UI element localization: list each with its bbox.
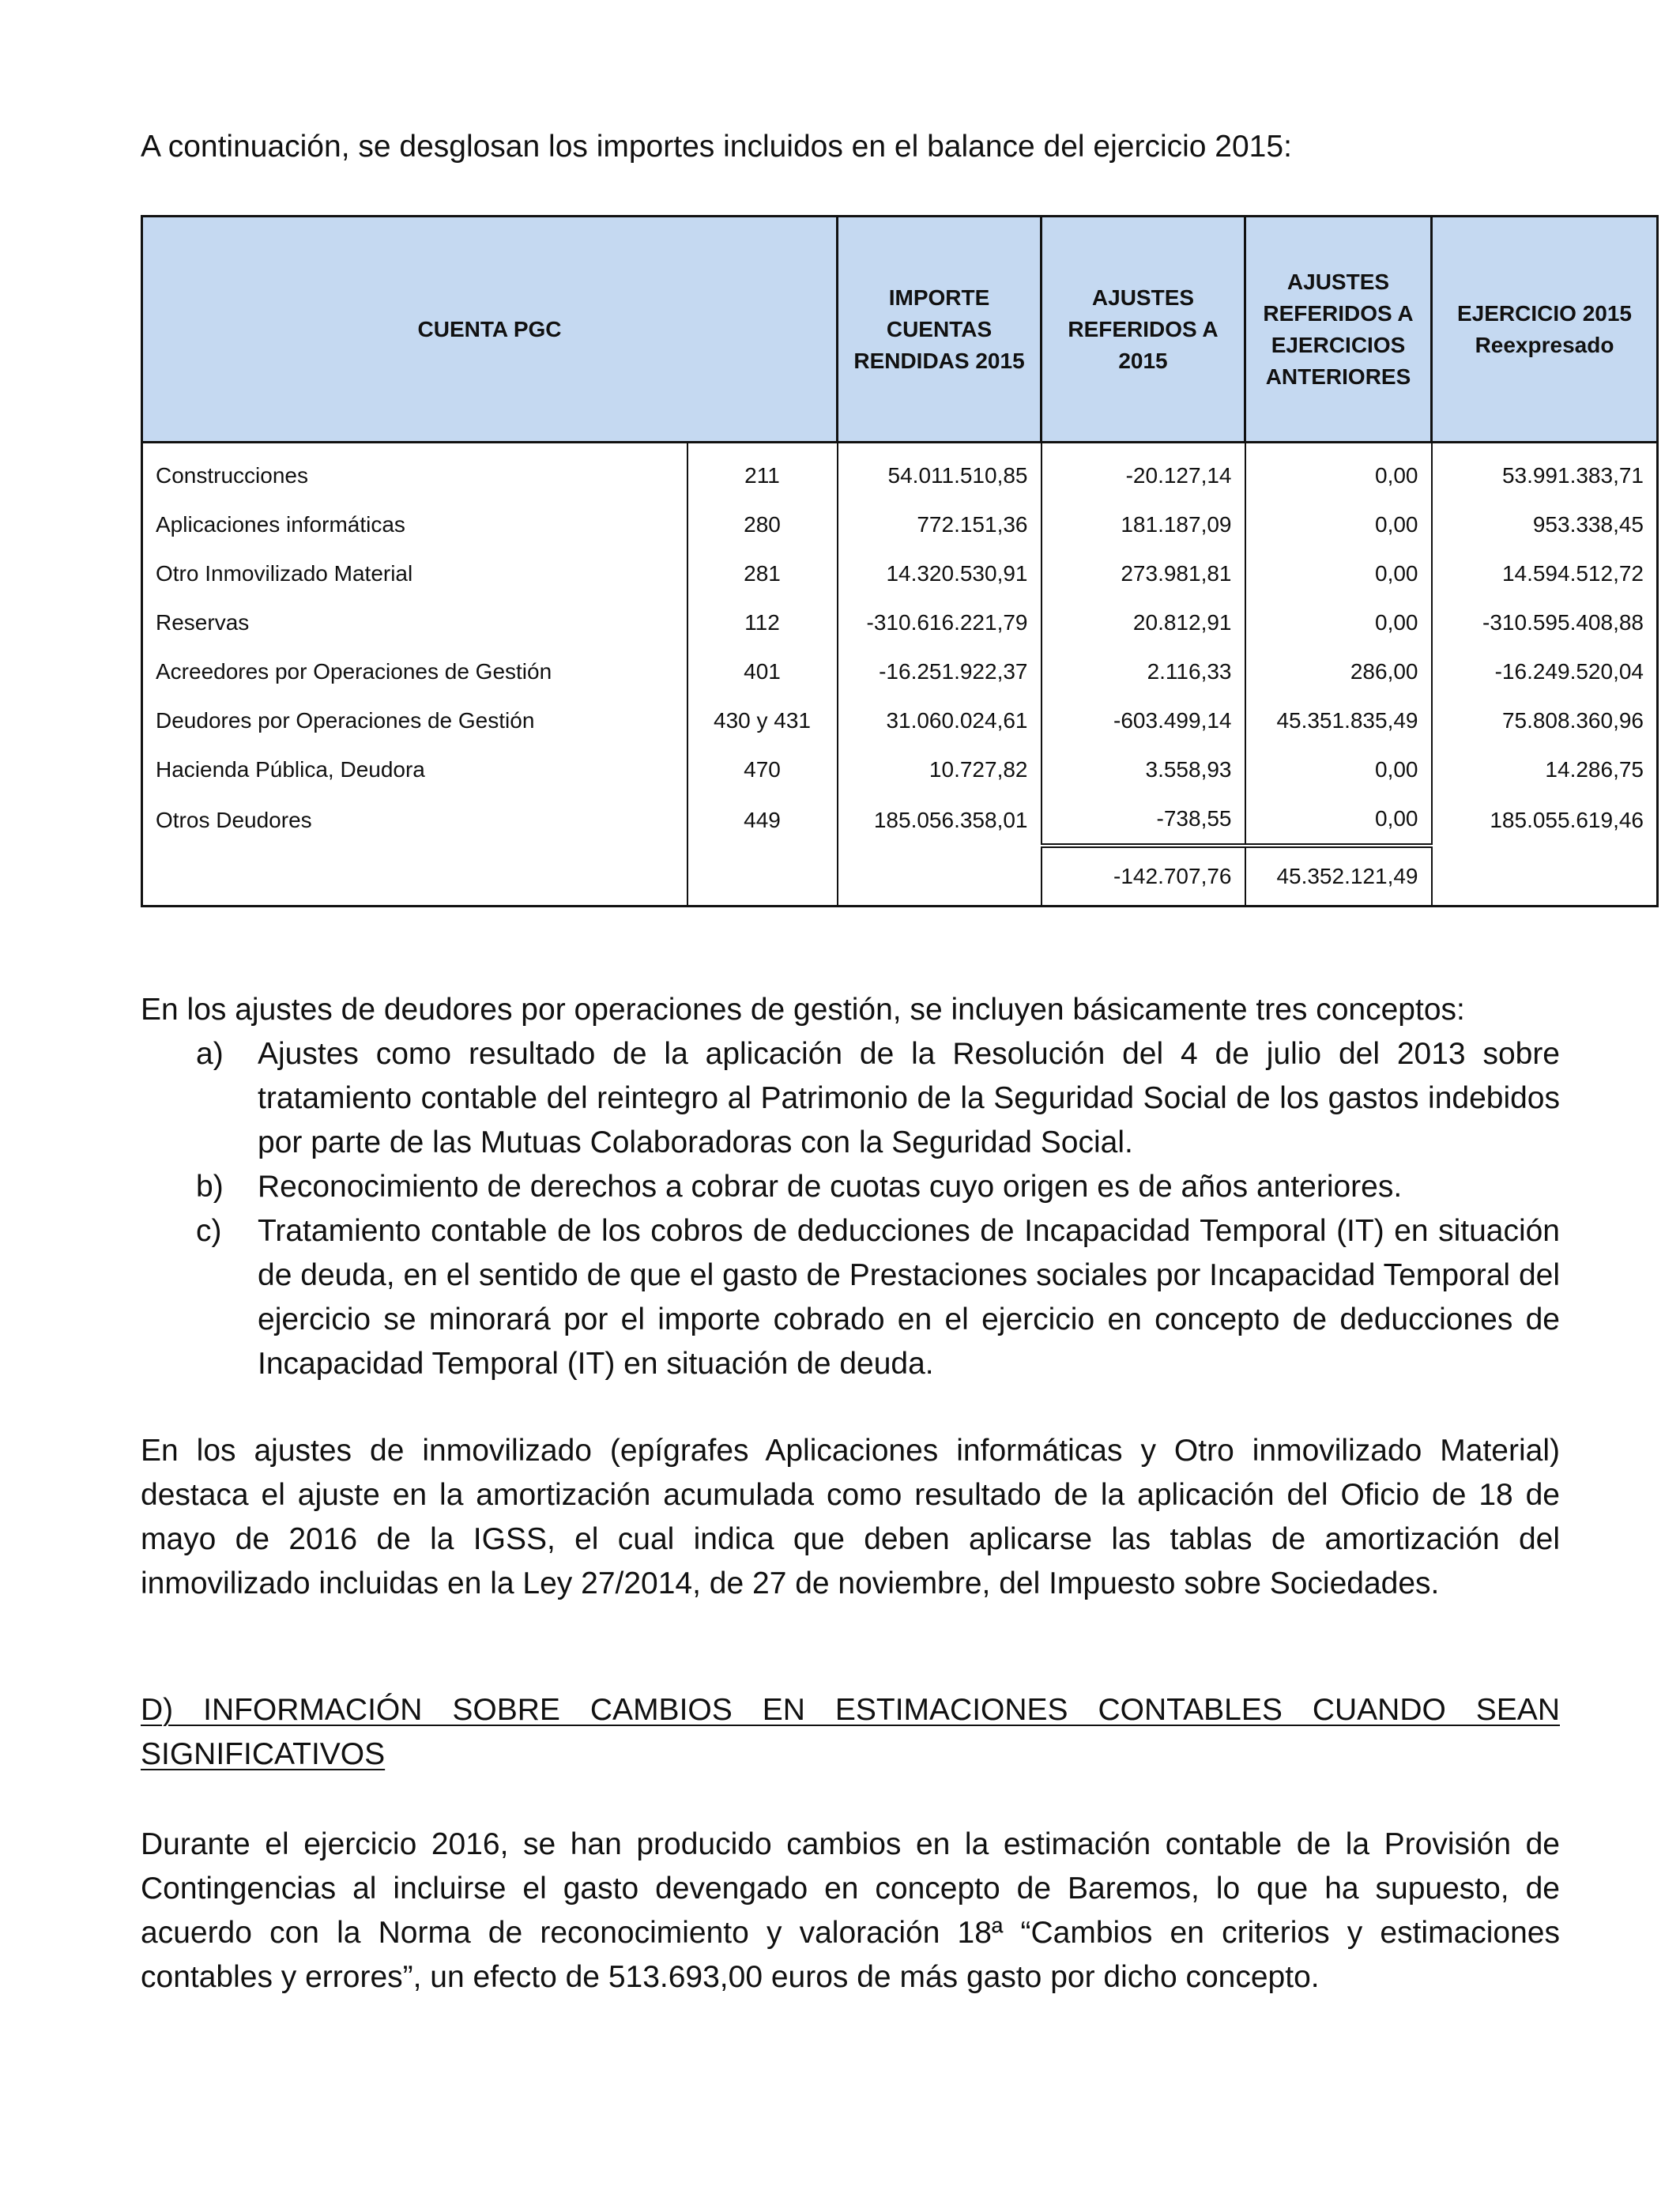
cell-cuenta: Hacienda Pública, Deudora [142, 745, 687, 794]
header-ajustes-anteriores: AJUSTES REFERIDOS A EJERCICIOS ANTERIORES [1245, 217, 1432, 443]
cell-ajuste-anteriores: 286,00 [1245, 647, 1432, 696]
list-letter: a) [196, 1037, 224, 1071]
cell-importe: 772.151,36 [838, 500, 1042, 549]
cell-reexpresado: 953.338,45 [1432, 500, 1658, 549]
cell-ajuste-2015: 2.116,33 [1042, 647, 1245, 696]
cell-codigo: 281 [687, 549, 838, 598]
cell-codigo: 470 [687, 745, 838, 794]
cell-importe: 31.060.024,61 [838, 696, 1042, 745]
cell-reexpresado: 14.594.512,72 [1432, 549, 1658, 598]
paragraph-deudores-intro: En los ajustes de deudores por operaciones de gestión, se incluyen básicamente tres conceptos: [141, 993, 1465, 1027]
cell-cuenta: Aplicaciones informáticas [142, 500, 687, 549]
list-item [141, 1165, 1560, 1209]
cell-cuenta: Otro Inmovilizado Material [142, 549, 687, 598]
cell-importe: 185.056.358,01 [838, 794, 1042, 846]
list-item [141, 1209, 1560, 1386]
cell-ajuste-2015: 273.981,81 [1042, 549, 1245, 598]
total-ajustes-2015: -142.707,76 [1042, 846, 1245, 907]
table-row [142, 647, 1658, 696]
header-ejercicio-line2: Reexpresado [1475, 332, 1614, 357]
concepts-list [141, 1032, 1560, 1386]
list-text: Tratamiento contable de los cobros de deducciones de Incapacidad Temporal (IT) en situación de deuda, en el sentido de que el gasto de Prestaciones sociales por Incapacidad Temporal del ejercicio se minorará por el importe cobrado en el ejercicio en concepto de deducciones de Incapacidad Temporal (IT) en situación de deuda. [258, 1214, 1560, 1381]
list-item [141, 1032, 1560, 1165]
cell-reexpresado: 185.055.619,46 [1432, 794, 1658, 846]
cell-reexpresado: -16.249.520,04 [1432, 647, 1658, 696]
cell-codigo: 280 [687, 500, 838, 549]
list-letter: b) [196, 1170, 224, 1204]
cell-importe: -16.251.922,37 [838, 647, 1042, 696]
paragraph-inmovilizado: En los ajustes de inmovilizado (epígrafes Aplicaciones informáticas y Otro inmovilizado Material) destaca el ajuste en la amortización acumulada como resultado de la aplicación del Oficio de 18 de mayo de 2016 de la IGSS, el cual indica que deben aplicarse las tablas de amortización del inmovilizado incluidas en la Ley 27/2014, de 27 de noviembre, del Impuesto sobre Sociedades. [141, 1434, 1560, 1600]
cell-ajuste-2015: 181.187,09 [1042, 500, 1245, 549]
cell-cuenta: Acreedores por Operaciones de Gestión [142, 647, 687, 696]
cell-reexpresado: 14.286,75 [1432, 745, 1658, 794]
cell-empty [1432, 846, 1658, 907]
table-row [142, 696, 1658, 745]
cell-ajuste-anteriores: 0,00 [1245, 745, 1432, 794]
cell-cuenta: Construcciones [142, 443, 687, 501]
cell-importe: 14.320.530,91 [838, 549, 1042, 598]
header-ejercicio-reexpresado [1432, 217, 1658, 443]
cell-ajuste-anteriores: 0,00 [1245, 500, 1432, 549]
cell-reexpresado: 75.808.360,96 [1432, 696, 1658, 745]
paragraph-estimaciones: Durante el ejercicio 2016, se han producido cambios en la estimación contable de la Provisión de Contingencias al incluirse el gasto devengado en concepto de Baremos, lo que ha supuesto, de acuerdo con la Norma de reconocimiento y valoración 18ª “Cambios en criterios y estimaciones contables y errores”, un efecto de 513.693,00 euros de más gasto por dicho concepto. [141, 1827, 1560, 1994]
cell-codigo: 449 [687, 794, 838, 846]
cell-ajuste-anteriores: 0,00 [1245, 549, 1432, 598]
cell-codigo: 112 [687, 598, 838, 647]
cell-reexpresado: -310.595.408,88 [1432, 598, 1658, 647]
cell-cuenta: Otros Deudores [142, 794, 687, 846]
cell-importe: 10.727,82 [838, 745, 1042, 794]
header-ejercicio-line1: EJERCICIO 2015 [1457, 300, 1632, 326]
header-ajustes-2015: AJUSTES REFERIDOS A 2015 [1042, 217, 1245, 443]
cell-ajuste-2015: -603.499,14 [1042, 696, 1245, 745]
list-letter: c) [196, 1214, 222, 1248]
table-row [142, 794, 1658, 846]
header-cuenta-pgc: CUENTA PGC [142, 217, 838, 443]
cell-ajuste-anteriores: 0,00 [1245, 794, 1432, 846]
section-heading [141, 1688, 1560, 1777]
balance-table [141, 215, 1659, 907]
list-text: Ajustes como resultado de la aplicación de la Resolución del 4 de julio del 2013 sobre tratamiento contable del reintegro al Patrimonio de la Seguridad Social de los gastos indebidos por parte de las Mutuas Colaboradoras con la Seguridad Social. [258, 1037, 1560, 1159]
table-header-row [142, 217, 1658, 443]
intro-text: A continuación, se desglosan los importes incluidos en el balance del ejercicio 2015: [141, 130, 1292, 164]
table-row [142, 598, 1658, 647]
cell-empty [687, 846, 838, 907]
table-row [142, 549, 1658, 598]
cell-ajuste-2015: 3.558,93 [1042, 745, 1245, 794]
cell-ajuste-2015: 20.812,91 [1042, 598, 1245, 647]
total-ajustes-anteriores: 45.352.121,49 [1245, 846, 1432, 907]
totals-row [142, 846, 1658, 907]
cell-codigo: 211 [687, 443, 838, 501]
cell-empty [142, 846, 687, 907]
list-text: Reconocimiento de derechos a cobrar de cuotas cuyo origen es de años anteriores. [258, 1170, 1403, 1204]
cell-empty [838, 846, 1042, 907]
table-row [142, 443, 1658, 501]
cell-codigo: 401 [687, 647, 838, 696]
header-importe-cuentas: IMPORTE CUENTAS RENDIDAS 2015 [838, 217, 1042, 443]
cell-ajuste-anteriores: 0,00 [1245, 443, 1432, 501]
table-row [142, 500, 1658, 549]
cell-reexpresado: 53.991.383,71 [1432, 443, 1658, 501]
cell-importe: -310.616.221,79 [838, 598, 1042, 647]
cell-importe: 54.011.510,85 [838, 443, 1042, 501]
cell-cuenta: Deudores por Operaciones de Gestión [142, 696, 687, 745]
cell-cuenta: Reservas [142, 598, 687, 647]
cell-ajuste-2015: -738,55 [1042, 794, 1245, 846]
cell-codigo: 430 y 431 [687, 696, 838, 745]
cell-ajuste-2015: -20.127,14 [1042, 443, 1245, 501]
section-heading-text: D) INFORMACIÓN SOBRE CAMBIOS EN ESTIMACIONES CONTABLES CUANDO SEAN SIGNIFICATIVOS [141, 1693, 1560, 1771]
cell-ajuste-anteriores: 45.351.835,49 [1245, 696, 1432, 745]
cell-ajuste-anteriores: 0,00 [1245, 598, 1432, 647]
table-row [142, 745, 1658, 794]
